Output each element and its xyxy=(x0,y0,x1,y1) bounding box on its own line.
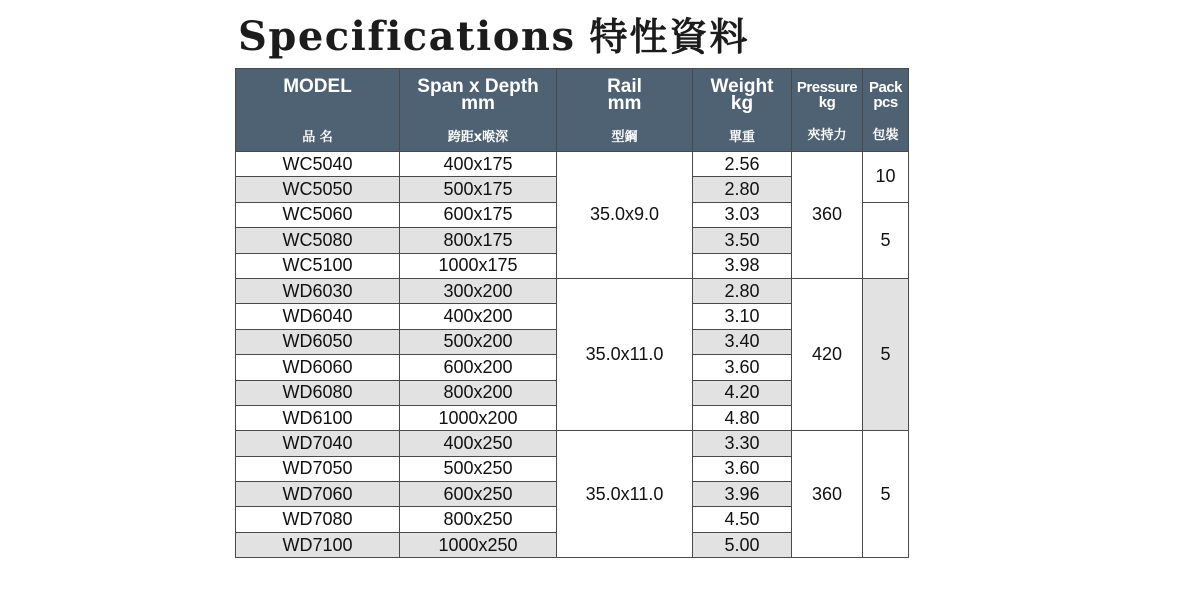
cell-model: WC5060 xyxy=(236,202,400,227)
header-model-en: MODEL xyxy=(283,76,352,97)
cell-weight: 4.50 xyxy=(693,507,792,532)
header-pack-zh: 包裝 xyxy=(872,128,899,143)
page-title xyxy=(238,6,750,66)
header-model-zh: 品 名 xyxy=(302,130,333,145)
cell-span: 300x200 xyxy=(400,278,557,303)
cell-pressure: 360 xyxy=(792,152,863,279)
cell-span: 600x200 xyxy=(400,355,557,380)
header-rail-unit: mm xyxy=(607,93,642,114)
table-header-row xyxy=(236,69,909,152)
cell-weight: 3.10 xyxy=(693,304,792,329)
cell-pressure: 420 xyxy=(792,278,863,430)
header-span-en: Span x Depth xyxy=(417,76,539,97)
header-weight-zh: 單重 xyxy=(728,130,755,145)
cell-model: WD7040 xyxy=(236,431,400,456)
title-chinese: 特性資料 xyxy=(589,15,750,59)
header-pressure-en: Pressure xyxy=(796,79,858,96)
cell-model: WD6100 xyxy=(236,405,400,430)
cell-weight: 4.20 xyxy=(693,380,792,405)
cell-pack: 5 xyxy=(863,278,909,430)
cell-model: WD6030 xyxy=(236,278,400,303)
table-row xyxy=(236,152,909,177)
cell-weight: 3.30 xyxy=(693,431,792,456)
header-weight-unit: kg xyxy=(730,93,754,114)
cell-weight: 2.80 xyxy=(693,278,792,303)
cell-span: 400x200 xyxy=(400,304,557,329)
cell-span: 1000x200 xyxy=(400,405,557,430)
cell-rail: 35.0x9.0 xyxy=(557,152,693,279)
header-pack-unit: pcs xyxy=(873,94,898,111)
cell-weight: 3.60 xyxy=(693,456,792,481)
cell-span: 400x250 xyxy=(400,431,557,456)
cell-model: WC5050 xyxy=(236,177,400,202)
cell-pack: 5 xyxy=(863,431,909,558)
title-english: Specifications xyxy=(238,13,576,60)
header-weight xyxy=(693,69,792,152)
header-weight-en: Weight xyxy=(710,76,774,97)
header-model xyxy=(236,69,400,152)
header-pressure xyxy=(792,69,863,152)
table-row xyxy=(236,431,909,456)
header-rail-en: Rail xyxy=(607,76,642,97)
cell-pack: 5 xyxy=(863,202,909,278)
table-row xyxy=(236,278,909,303)
cell-rail: 35.0x11.0 xyxy=(557,431,693,558)
cell-weight: 3.50 xyxy=(693,228,792,253)
cell-model: WD6040 xyxy=(236,304,400,329)
cell-weight: 5.00 xyxy=(693,532,792,557)
cell-weight: 3.40 xyxy=(693,329,792,354)
cell-weight: 4.80 xyxy=(693,405,792,430)
cell-rail: 35.0x11.0 xyxy=(557,278,693,430)
cell-weight: 3.03 xyxy=(693,202,792,227)
cell-model: WD6080 xyxy=(236,380,400,405)
cell-model: WD7060 xyxy=(236,482,400,507)
header-pack xyxy=(863,69,909,152)
cell-span: 600x175 xyxy=(400,202,557,227)
header-rail-zh: 型鋼 xyxy=(611,130,638,145)
header-pressure-zh: 夾持力 xyxy=(807,128,847,143)
header-rail xyxy=(557,69,693,152)
cell-span: 800x250 xyxy=(400,507,557,532)
cell-model: WC5080 xyxy=(236,228,400,253)
cell-pressure: 360 xyxy=(792,431,863,558)
cell-model: WC5100 xyxy=(236,253,400,278)
cell-span: 800x200 xyxy=(400,380,557,405)
cell-span: 1000x175 xyxy=(400,253,557,278)
cell-span: 500x250 xyxy=(400,456,557,481)
cell-pack: 10 xyxy=(863,152,909,203)
cell-weight: 2.56 xyxy=(693,152,792,177)
cell-model: WD6060 xyxy=(236,355,400,380)
cell-span: 600x250 xyxy=(400,482,557,507)
header-span xyxy=(400,69,557,152)
cell-model: WD7080 xyxy=(236,507,400,532)
header-pack-en: Pack xyxy=(868,79,903,96)
cell-model: WD7100 xyxy=(236,532,400,557)
specifications-table xyxy=(235,68,909,558)
header-pressure-unit: kg xyxy=(818,94,836,111)
cell-weight: 3.96 xyxy=(693,482,792,507)
cell-span: 800x175 xyxy=(400,228,557,253)
header-span-zh: 跨距x喉深 xyxy=(447,130,509,145)
cell-span: 500x175 xyxy=(400,177,557,202)
cell-span: 1000x250 xyxy=(400,532,557,557)
cell-model: WD7050 xyxy=(236,456,400,481)
cell-model: WC5040 xyxy=(236,152,400,177)
cell-weight: 3.60 xyxy=(693,355,792,380)
cell-weight: 3.98 xyxy=(693,253,792,278)
cell-span: 400x175 xyxy=(400,152,557,177)
cell-span: 500x200 xyxy=(400,329,557,354)
cell-weight: 2.80 xyxy=(693,177,792,202)
header-span-unit: mm xyxy=(461,93,495,114)
cell-model: WD6050 xyxy=(236,329,400,354)
